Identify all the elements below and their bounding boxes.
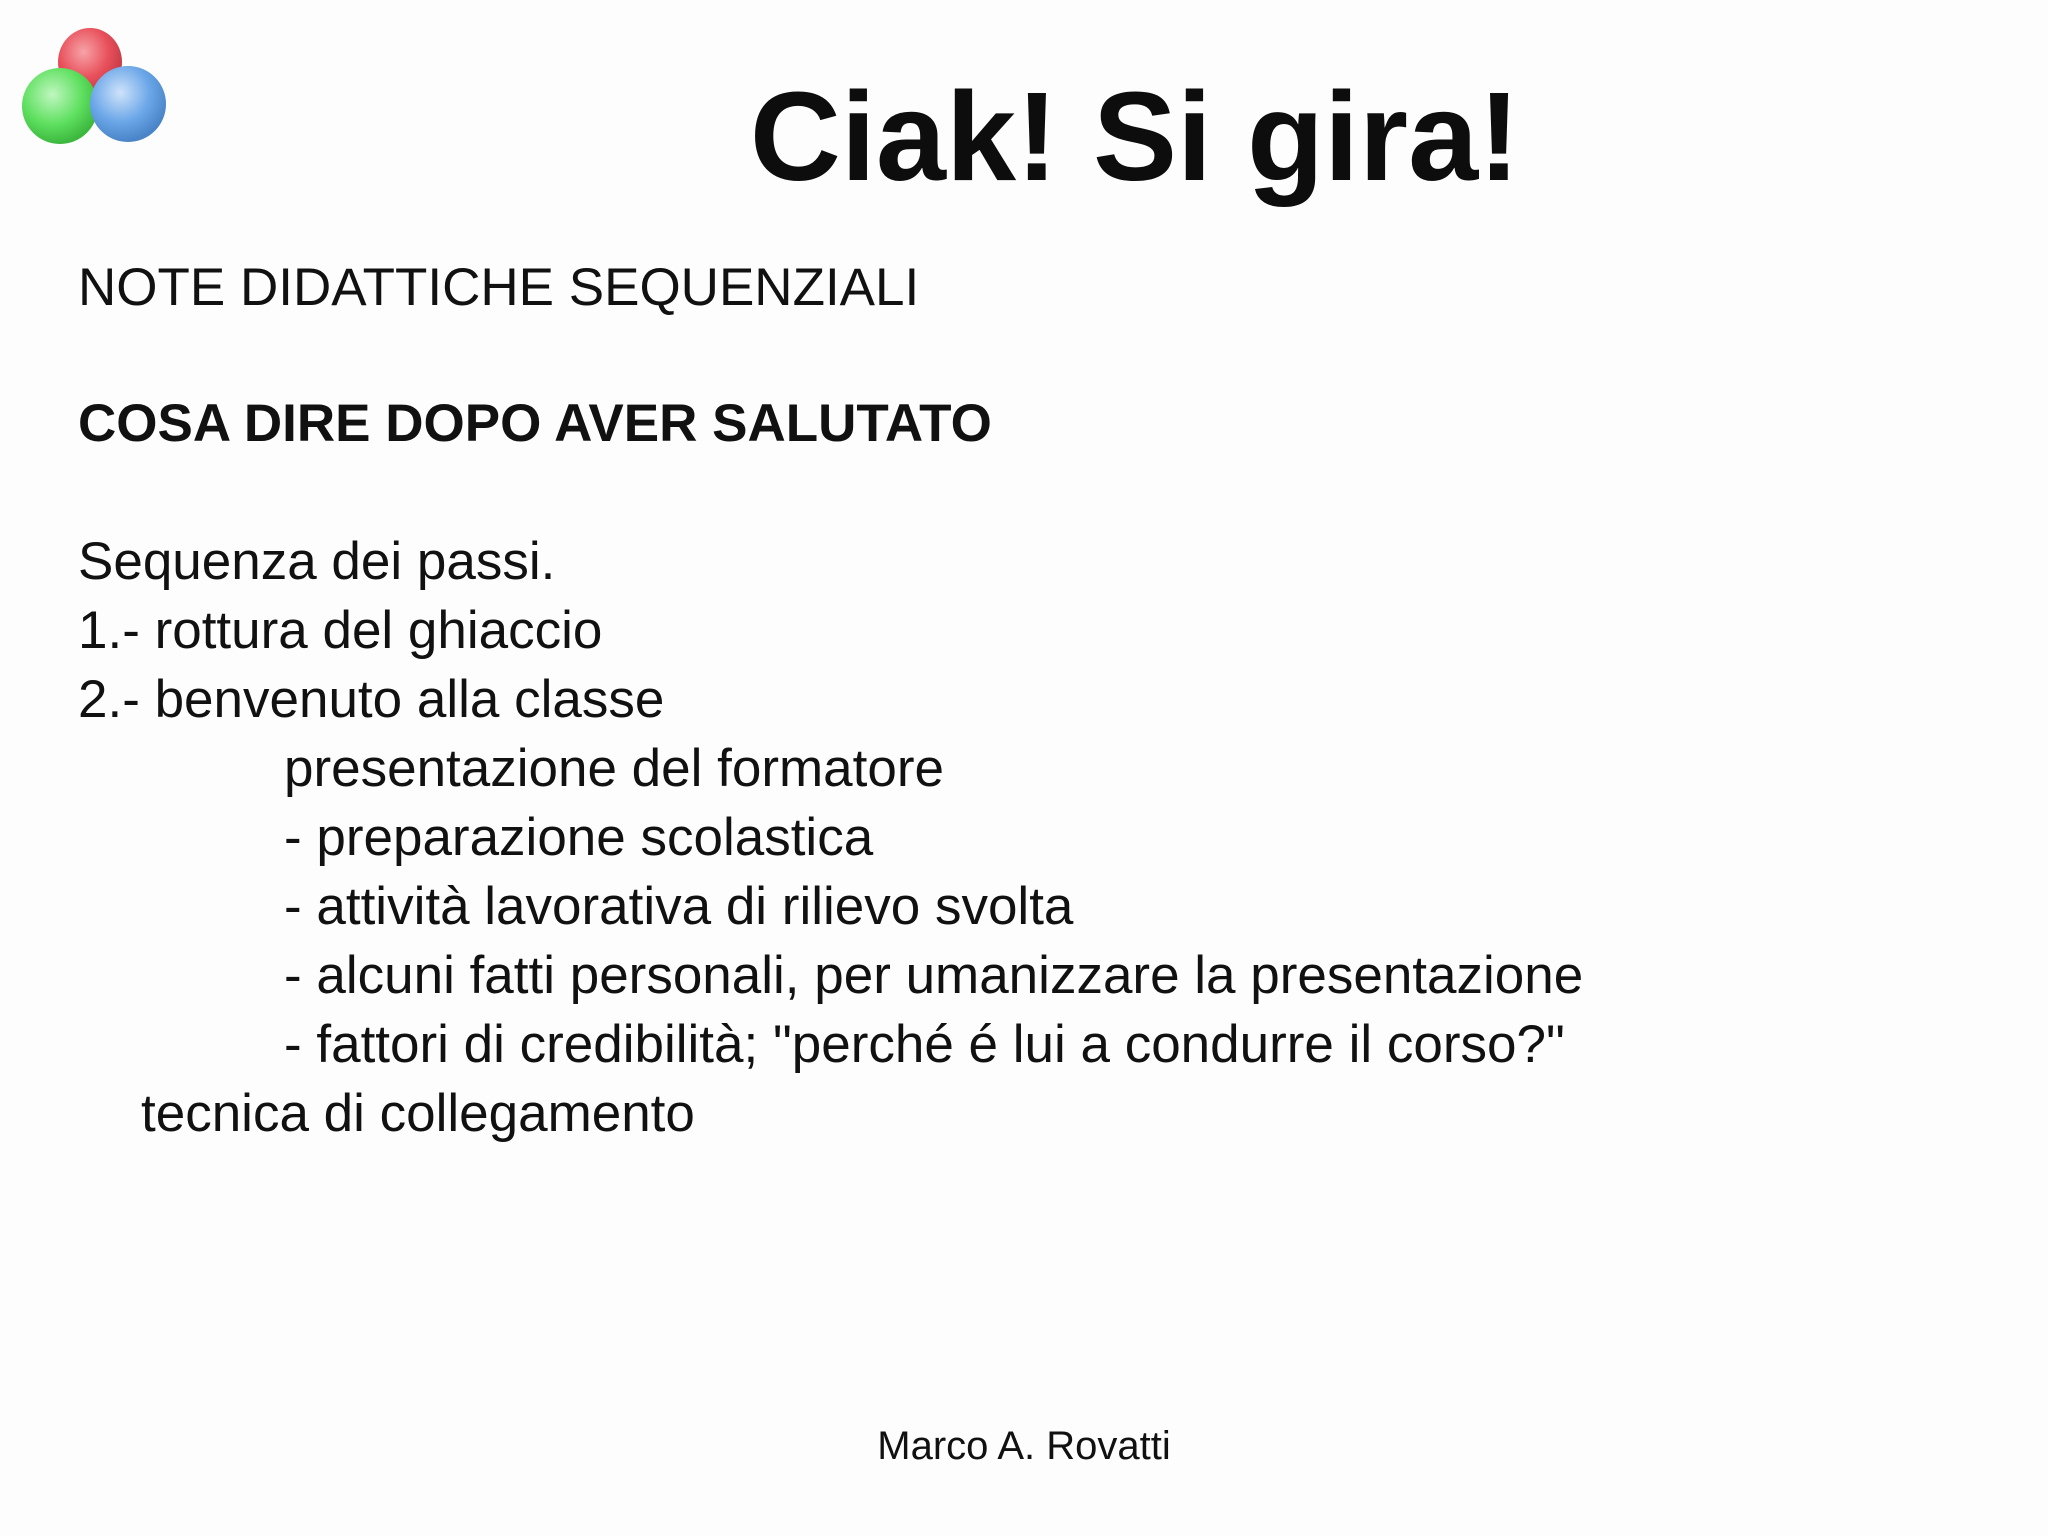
sub-item-work: - attività lavorativa di rilievo svolta [284, 877, 1074, 936]
sub-item-credibility: - fattori di credibilità; "perché é lui a condurre il corso?" [284, 1015, 1565, 1074]
sub-item-education: - preparazione scolastica [284, 808, 874, 867]
step-1: 1.- rottura del ghiaccio [78, 601, 603, 660]
footer-author: Marco A. Rovatti [877, 1424, 1171, 1468]
gumdrops-logo-icon [14, 26, 174, 151]
sub-item-presentation: presentazione del formatore [284, 739, 944, 798]
step-2: 2.- benvenuto alla classe [78, 670, 665, 729]
closing-line: tecnica di collegamento [141, 1084, 695, 1143]
sequence-intro: Sequenza dei passi. [78, 532, 556, 591]
slide-title: Ciak! Si gira! [749, 66, 1521, 207]
subtitle: NOTE DIDATTICHE SEQUENZIALI [78, 258, 920, 317]
section-heading: COSA DIRE DOPO AVER SALUTATO [78, 394, 992, 453]
sub-item-personal: - alcuni fatti personali, per umanizzare la presentazione [284, 946, 1584, 1005]
